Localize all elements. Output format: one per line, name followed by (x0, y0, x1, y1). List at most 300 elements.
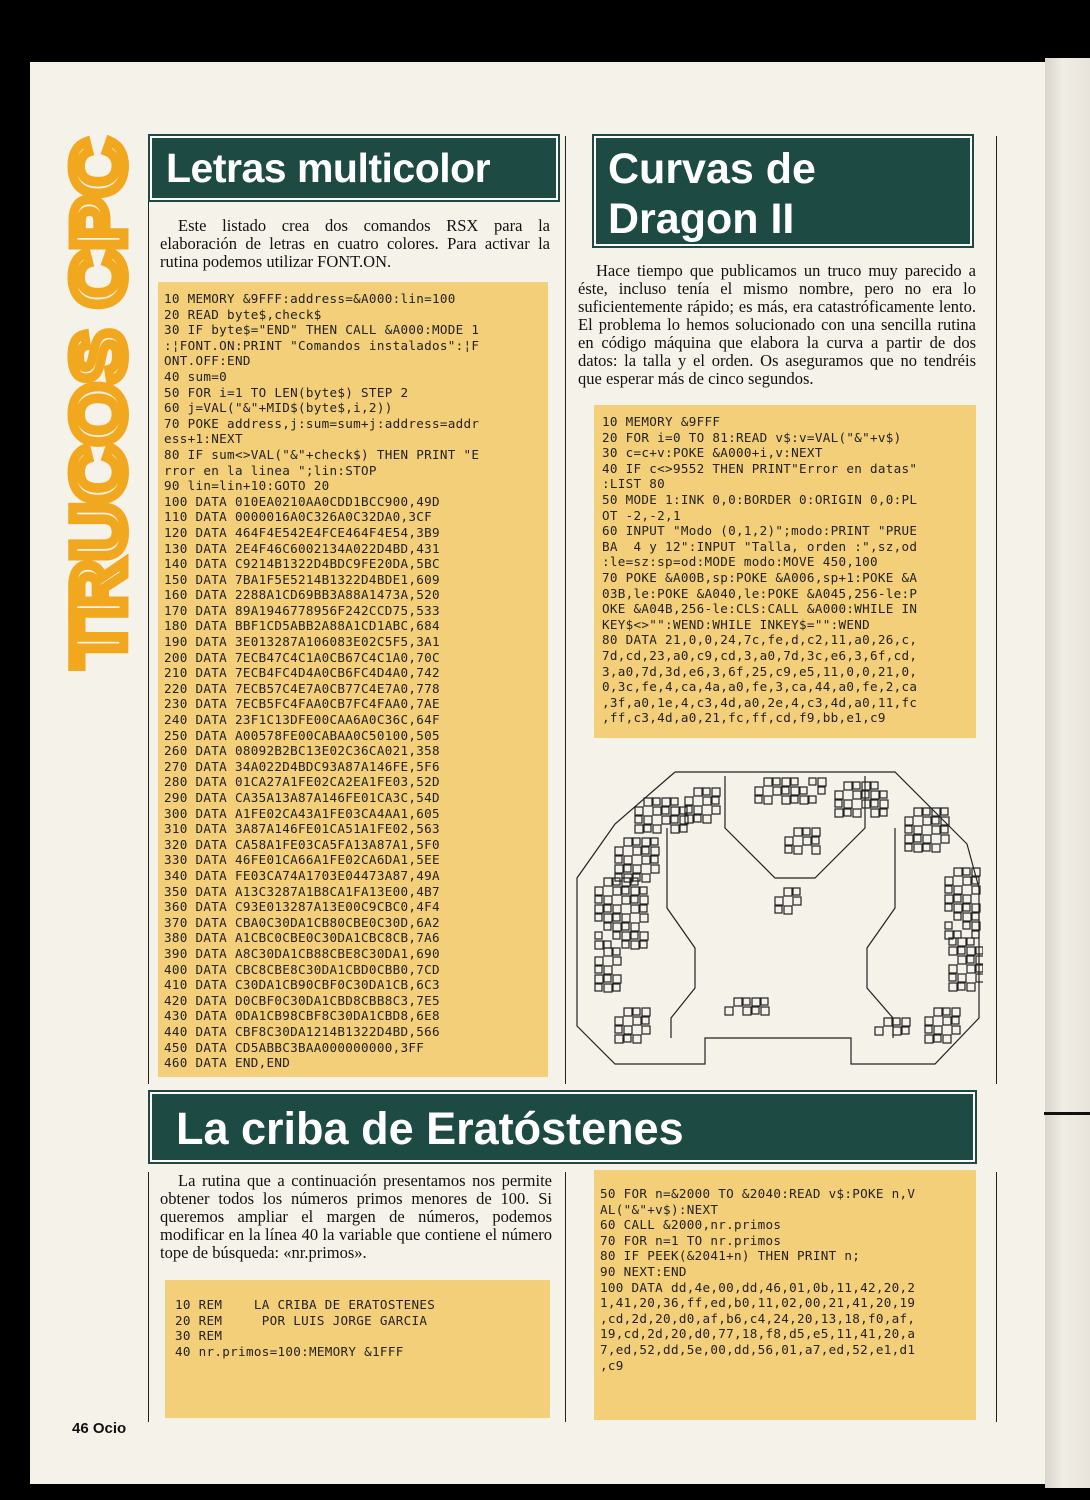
curve-segment (613, 984, 620, 991)
curve-segment (631, 923, 639, 931)
curve-segment (743, 998, 750, 1005)
curve-segment (752, 998, 760, 1006)
code-line: 220 DATA 7ECB57C4E7A0CB77C4E7A0,778 (164, 680, 440, 696)
curve-segment (954, 931, 961, 938)
curve-segment (653, 807, 661, 815)
curve-segment (884, 1018, 892, 1026)
curve-segment (773, 778, 780, 785)
curve-segment (604, 878, 612, 886)
code-line: 310 DATA 3A87A146FE01CA51A1FE02,563 (164, 821, 440, 837)
curve-segment (595, 941, 603, 949)
code-line: 90 NEXT:END (600, 1263, 687, 1279)
curve-segment (925, 1026, 932, 1033)
curve-segment (595, 932, 602, 939)
code-line: ONT.OFF:END (164, 353, 251, 369)
code-line: 380 DATA A1CBC0CBE0C30DA1CBC8CB,7A6 (164, 930, 440, 946)
curve-segment (640, 932, 648, 940)
curve-segment (635, 825, 643, 833)
curve-segment (651, 865, 659, 873)
curve-segment (615, 865, 623, 873)
curve-segment (812, 846, 820, 854)
curve-segment (972, 913, 979, 920)
code-line: ,ff,c3,4d,a0,21,fc,ff,cd,f9,bb,e1,c9 (602, 710, 886, 726)
code-line: 240 DATA 23F1C13DFE00CAA6A0C36C,64F (164, 712, 440, 728)
curve-segment (622, 914, 630, 922)
curve-segment (775, 897, 783, 905)
code-line: 03B,le:POKE &A040,le:POKE &A045,256-le:P (602, 585, 918, 601)
curve-segment (902, 1027, 909, 1034)
curve-segment (752, 1007, 759, 1014)
curve-segment (694, 806, 702, 814)
curve-segment (934, 1008, 942, 1016)
criba-intro: La rutina que a continuación presentamos nos permite obtener todos los números primos menores de 100. Si queremos ampliar el margen de números, podemos modificar en la línea 40 la variable que contiene el número tope de búsqueda: «nr.primos». (160, 1171, 552, 1262)
curve-segment (734, 998, 742, 1006)
curve-segment (782, 787, 789, 794)
column-rule-right (996, 136, 997, 1084)
curve-segment (604, 923, 611, 930)
curve-segment (893, 1027, 901, 1035)
curve-segment (967, 983, 975, 991)
curve-segment (725, 1007, 733, 1015)
code-line: 40 sum=0 (164, 368, 228, 384)
curve-segment (640, 896, 648, 904)
code-line: 30 REM (175, 1328, 223, 1344)
curve-segment (624, 838, 632, 846)
curve-segment (941, 808, 948, 815)
letras-heading-text: Letras multicolor (166, 145, 491, 191)
column-rule-middle (565, 136, 566, 1084)
curve-segment (782, 796, 790, 804)
curve-segment (809, 778, 816, 785)
curve-outline (667, 828, 695, 1038)
code-line: BA 4 y 12":INPUT "Talla, orden :",sz,od (602, 538, 918, 554)
curve-segment (925, 1035, 933, 1043)
curve-segment (954, 868, 962, 876)
curve-segment (914, 826, 922, 834)
curve-segment (963, 877, 971, 885)
curve-segment (914, 808, 922, 816)
curve-segment (932, 844, 940, 852)
code-line: 70 POKE &A00B,sp:POKE &A006,sp+1:POKE &A (602, 569, 918, 585)
curve-segment (671, 825, 679, 833)
curve-segment (633, 865, 641, 873)
curve-segment (963, 868, 970, 875)
code-line: 50 FOR n=&2000 TO &2040:READ v$:POKE n,V (600, 1186, 916, 1201)
curve-segment (967, 956, 974, 963)
curve-segment (671, 798, 678, 805)
curve-outline (867, 828, 895, 1038)
curve-segment (622, 932, 630, 940)
curve-segment (595, 984, 602, 991)
curve-segment (809, 796, 816, 803)
curve-segment (755, 796, 762, 803)
curve-segment (775, 906, 782, 913)
curve-segment (644, 798, 652, 806)
curve-segment (613, 975, 621, 983)
curve-segment (862, 782, 870, 790)
code-line: 250 DATA A00578FE00CABAA0C50100,505 (164, 727, 440, 743)
curve-segment (631, 905, 639, 913)
curve-segment (934, 1026, 942, 1034)
code-line: 50 MODE 1:INK 0,0:BORDER 0:ORIGIN 0,0:PL (602, 491, 918, 507)
curve-segment (967, 938, 974, 945)
curve-segment (743, 1007, 751, 1015)
code-line: 270 DATA 34A022D4BDC93A87A146FE,5F6 (164, 758, 440, 774)
curve-segment (642, 838, 650, 846)
curve-segment (604, 896, 612, 904)
curve-segment (905, 844, 912, 851)
curve-segment (671, 807, 679, 815)
curve-segment (633, 1035, 641, 1043)
curve-segment (945, 922, 952, 929)
curve-segment (671, 816, 678, 823)
curve-segment (761, 1007, 769, 1015)
curve-segment (862, 800, 870, 808)
code-line: ,3f,a0,1e,4,c3,4d,a0,2e,4,c3,4d,a0,11,fc (602, 694, 918, 710)
curve-segment (615, 847, 623, 855)
curve-outline (725, 776, 865, 878)
curve-segment (631, 932, 638, 939)
curve-segment (853, 782, 860, 789)
code-line: 460 DATA END,END (164, 1055, 291, 1071)
curvas-heading-line1: Curvas de (608, 145, 816, 193)
code-line: :LIST 80 (602, 476, 666, 492)
code-line: 260 DATA 08092B2BC13E02C36CA021,358 (164, 743, 440, 759)
code-line: 320 DATA CA58A1FE03CA5FA13A87A1,5F0 (164, 836, 440, 852)
code-line: ,cd,2d,20,d0,af,b6,c4,24,20,13,18,f0,af, (600, 1310, 916, 1326)
curve-segment (615, 1035, 623, 1043)
code-line: 440 DATA CBF8C30DA1214B1322D4BD,566 (164, 1023, 440, 1039)
curve-segment (949, 983, 957, 991)
curve-segment (958, 938, 966, 946)
code-line: 60 j=VAL("&"+MID$(byte$,i,2)) (164, 400, 393, 416)
curve-segment (755, 787, 763, 795)
code-line: OKE &A04B,256-le:CLS:CALL &A000:WHILE IN (602, 601, 918, 617)
curve-segment (622, 887, 629, 894)
curve-segment (703, 797, 711, 805)
curve-segment (633, 838, 640, 845)
curve-segment (963, 904, 970, 911)
curve-segment (642, 1026, 650, 1034)
curve-segment (712, 797, 719, 804)
code-line: 370 DATA CBA0C30DA1CB80CBE0C30D,6A2 (164, 914, 440, 930)
curve-segment (818, 778, 826, 786)
curve-segment (624, 865, 631, 872)
curve-segment (631, 887, 639, 895)
curve-segment (923, 808, 930, 815)
curve-segment (622, 923, 629, 930)
code-line: ess+1:NEXT (164, 431, 243, 447)
curve-segment (662, 798, 670, 806)
curve-segment (945, 904, 952, 911)
curve-segment (934, 1035, 941, 1042)
curve-segment (800, 787, 807, 794)
curve-segment (954, 886, 962, 894)
code-line: AL("&"+v$):NEXT (600, 1201, 719, 1217)
curvas-heading-line2: Dragon II (608, 195, 795, 243)
curve-segment (943, 1017, 951, 1025)
curve-segment (642, 874, 650, 882)
curve-segment (972, 931, 979, 938)
code-line: 160 DATA 2288A1CD69BB3A88A1473A,520 (164, 587, 440, 603)
curve-segment (642, 847, 649, 854)
code-line: OT -2,-2,1 (602, 507, 681, 523)
code-line: :le=sz:sp=od:MODE modo:MOVE 450,100 (602, 554, 878, 570)
curve-segment (844, 800, 852, 808)
facing-page-rule (1044, 1112, 1090, 1115)
code-line: 20 REM POR LUIS JORGE GARCIA (175, 1312, 428, 1328)
code-line: 70 FOR n=1 TO nr.primos (600, 1232, 782, 1248)
curve-segment (595, 966, 602, 973)
curve-segment (967, 965, 975, 973)
criba-code-listing-part1 (165, 1280, 550, 1418)
curve-segment (604, 914, 612, 922)
curve-segment (818, 787, 825, 794)
curve-segment (943, 1008, 950, 1015)
code-line: 280 DATA 01CA27A1FE02CA2EA1FE03,52D (164, 774, 440, 790)
curve-segment (958, 974, 966, 982)
code-line: 50 FOR i=1 TO LEN(byte$) STEP 2 (164, 384, 409, 400)
curve-segment (785, 837, 793, 845)
curve-segment (624, 1026, 632, 1034)
code-line: 400 DATA CBC8CBE8C30DA1CBD0CBB0,7CD (164, 961, 440, 977)
curve-segment (914, 835, 921, 842)
curve-segment (642, 1008, 650, 1016)
code-line: 70 POKE address,j:sum=sum+j:address=addr (164, 415, 480, 431)
curve-segment (952, 1017, 959, 1024)
curve-segment (945, 886, 952, 893)
curve-segment (595, 957, 603, 965)
code-line: 110 DATA 0000016A0C326A0C32DA0,3CF (164, 509, 432, 525)
curve-segment (624, 856, 632, 864)
curve-segment (642, 1017, 649, 1024)
curve-segment (880, 791, 887, 798)
column-rule-bottom-middle (565, 1172, 566, 1422)
curve-segment (791, 787, 799, 795)
curve-segment (954, 895, 961, 902)
curve-segment (932, 817, 939, 824)
curve-segment (791, 796, 798, 803)
criba-code-listing-part2 (594, 1170, 976, 1420)
curve-segment (712, 788, 720, 796)
curve-segment (949, 974, 956, 981)
curve-segment (703, 788, 710, 795)
curve-segment (615, 856, 622, 863)
curve-segment (642, 856, 650, 864)
curve-segment (905, 817, 913, 825)
curve-segment (651, 847, 659, 855)
code-line: 1,41,20,36,ff,ed,b0,11,02,00,21,41,20,19 (600, 1295, 916, 1311)
curve-segment (963, 913, 971, 921)
curve-segment (613, 932, 620, 939)
curve-segment (633, 1017, 641, 1025)
curve-segment (963, 922, 970, 929)
curve-segment (764, 778, 772, 786)
curve-segment (967, 947, 975, 955)
curve-segment (880, 809, 887, 816)
curve-segment (812, 828, 820, 836)
curve-segment (694, 815, 701, 822)
code-line: 350 DATA A13C3287A1B8CA1FA13E00,4B7 (164, 883, 440, 899)
curvas-intro: Hace tiempo que publicamos un truco muy parecido a éste, incluso tenía el mismo nombre, pero no era lo suficientemente rápido; es más, era catastróficamente lento. El problema lo hemos solucionado con una sencilla rutina en código máquina que elabora la curva a partir de dos datos: la talla y el orden. Os aseguramos que no tendréis que esperar más de cinco segundos. (578, 261, 976, 388)
curve-segment (941, 826, 948, 833)
code-line: 80 IF sum<>VAL("&"+check$) THEN PRINT "E (164, 446, 480, 462)
code-line: 150 DATA 7BA1F5E5214B1322D4BDE1,609 (164, 571, 440, 587)
curve-segment (880, 800, 888, 808)
curve-segment (793, 888, 800, 895)
curve-segment (914, 844, 922, 852)
code-line: rror en la linea ";lin:STOP (164, 462, 377, 478)
curve-segment (622, 941, 629, 948)
code-line: 19,cd,2d,20,d0,77,18,f8,d5,e5,11,41,20,a (600, 1326, 916, 1342)
code-line: 330 DATA 46FE01CA66A1FE02CA6DA1,5EE (164, 852, 440, 868)
code-line: 90 lin=lin+10:GOTO 20 (164, 478, 330, 494)
section-title-vertical (58, 135, 138, 675)
curve-segment (803, 837, 811, 845)
curve-segment (794, 846, 802, 854)
criba-heading (150, 1092, 975, 1162)
curve-segment (923, 817, 931, 825)
curve-segment (923, 835, 931, 843)
curve-segment (871, 791, 879, 799)
curve-segment (784, 888, 792, 896)
facing-page-edge (1045, 58, 1090, 1488)
curve-segment (640, 887, 647, 894)
curve-segment (835, 791, 843, 799)
code-line: 80 DATA 21,0,0,24,7c,fe,d,c2,11,a0,26,c, (602, 632, 918, 648)
curve-segment (949, 965, 957, 973)
code-line: 300 DATA A1FE02CA43A1FE03CA4AA1,605 (164, 805, 440, 821)
curve-segment (812, 837, 819, 844)
code-line: 290 DATA CA35A13A87A146FE01CA3C,54D (164, 790, 440, 805)
curve-segment (613, 914, 620, 921)
curve-segment (595, 975, 603, 983)
curve-segment (871, 800, 878, 807)
letras-heading (150, 136, 558, 200)
curve-segment (871, 782, 878, 789)
curve-segment (624, 1035, 631, 1042)
curve-segment (613, 948, 620, 955)
curve-segment (954, 913, 961, 920)
curve-segment (905, 835, 913, 843)
code-line: 230 DATA 7ECB5FC4FAA0CB7FC4FAA0,7AE (164, 696, 440, 712)
curve-segment (952, 1026, 960, 1034)
section-title-text: TRUCOS CPC (58, 177, 138, 667)
code-line: 410 DATA C30DA1CB90CBF0C30DA1CB,6C3 (164, 977, 440, 993)
curve-segment (853, 809, 861, 817)
curve-segment (703, 815, 711, 823)
curve-segment (662, 807, 669, 814)
curve-segment (853, 791, 861, 799)
curve-segment (604, 975, 611, 982)
code-line: 190 DATA 3E013287A106083E02C5F5,3A1 (164, 634, 440, 650)
dragon-curve-figure (575, 768, 983, 1068)
curve-segment (685, 797, 693, 805)
curve-segment (893, 1018, 900, 1025)
curve-segment (680, 825, 687, 832)
curve-segment (945, 895, 953, 903)
column-rule-bottom-left (148, 1172, 149, 1422)
curve-segment (793, 897, 801, 905)
curvas-heading (594, 136, 972, 246)
code-line: 30 IF byte$="END" THEN CALL &A000:MODE 1 (164, 322, 480, 338)
curve-segment (875, 1027, 883, 1035)
code-line: 20 FOR i=0 TO 81:READ v$:v=VAL("&"+v$) (602, 429, 902, 445)
curve-segment (902, 1018, 910, 1026)
curve-segment (925, 1017, 933, 1025)
curve-segment (932, 826, 940, 834)
code-line: 430 DATA 0DA1CB98CBF8C30DA1CBD8,6E8 (164, 1008, 440, 1024)
criba-heading-text: La criba de Eratóstenes (176, 1103, 684, 1154)
curve-segment (631, 941, 639, 949)
curve-segment (871, 809, 879, 817)
code-line: 10 MEMORY &9FFF:address=&A000:lin=100 (164, 291, 456, 306)
curve-segment (800, 796, 808, 804)
curve-segment (835, 800, 842, 807)
curve-segment (712, 806, 720, 814)
curve-segment (803, 828, 810, 835)
code-line: 390 DATA A8C30DA1CB88CBE8C30DA1,690 (164, 945, 440, 961)
code-line: 40 IF c<>9552 THEN PRINT"Error en datas" (602, 460, 918, 476)
curve-segment (784, 906, 792, 914)
curve-segment (958, 947, 965, 954)
curve-segment (640, 941, 647, 948)
curve-segment (952, 1008, 960, 1016)
code-line: 3,a0,7d,3d,e6,3,6f,25,c9,e5,11,0,0,21,0, (602, 663, 918, 679)
code-line: 210 DATA 7ECB4FC4D4A0CB6FC4D4A0,742 (164, 665, 440, 681)
curve-segment (785, 846, 792, 853)
code-line: 40 nr.primos=100:MEMORY &1FFF (175, 1343, 404, 1359)
curve-segment (651, 838, 658, 845)
curve-segment (958, 956, 966, 964)
curve-segment (651, 856, 658, 863)
code-line: 100 DATA 010EA0210AA0CDD1BCC900,49D (164, 493, 440, 509)
curve-segment (791, 778, 798, 785)
curve-segment (644, 825, 651, 832)
curve-segment (595, 905, 603, 913)
curve-segment (644, 816, 652, 824)
code-line: 450 DATA CD5ABBC3BAA000000000,3FF (164, 1039, 425, 1055)
curve-segment (963, 895, 971, 903)
code-line: 140 DATA C9214B1322D4BDC9FE20DA,5BC (164, 556, 440, 572)
curve-segment (923, 844, 930, 851)
curve-segment (604, 905, 611, 912)
curve-segment (631, 896, 638, 903)
code-line: 100 DATA dd,4e,00,dd,46,01,0b,11,42,20,2 (600, 1279, 916, 1295)
code-line: 80 IF PEEK(&2041+n) THEN PRINT n; (600, 1248, 861, 1264)
curve-segment (615, 1026, 622, 1033)
curve-segment (905, 826, 912, 833)
curve-segment (635, 807, 643, 815)
column-rule-bottom-right (996, 1172, 997, 1422)
curvas-code-listing (594, 405, 976, 738)
code-line: 7d,cd,23,a0,c9,cd,3,a0,7d,3c,e6,3,6f,cd, (602, 647, 918, 663)
curve-segment (640, 905, 647, 912)
code-line: 360 DATA C93E013287A13E00C9CBC0,4F4 (164, 899, 440, 915)
curve-segment (604, 966, 612, 974)
letras-intro: Este listado crea dos comandos RSX para la elaboración de letras en cuatro colores. Para activar la rutina podemos utilizar FONT.ON. (160, 216, 550, 271)
curve-segment (604, 948, 612, 956)
code-line: 60 CALL &2000,nr.primos (600, 1217, 782, 1233)
curve-segment (622, 896, 630, 904)
curve-segment (653, 798, 660, 805)
code-line: 170 DATA 89A1946778956F242CCD75,533 (164, 602, 440, 618)
curve-segment (604, 941, 611, 948)
curve-segment (764, 796, 772, 804)
column-rule-left (148, 136, 149, 1084)
code-line: 340 DATA FE03CA74A1703E04473A87,49A (164, 867, 440, 883)
code-line: 60 INPUT "Modo (0,1,2)";modo:PRINT "PRUE (602, 523, 918, 539)
